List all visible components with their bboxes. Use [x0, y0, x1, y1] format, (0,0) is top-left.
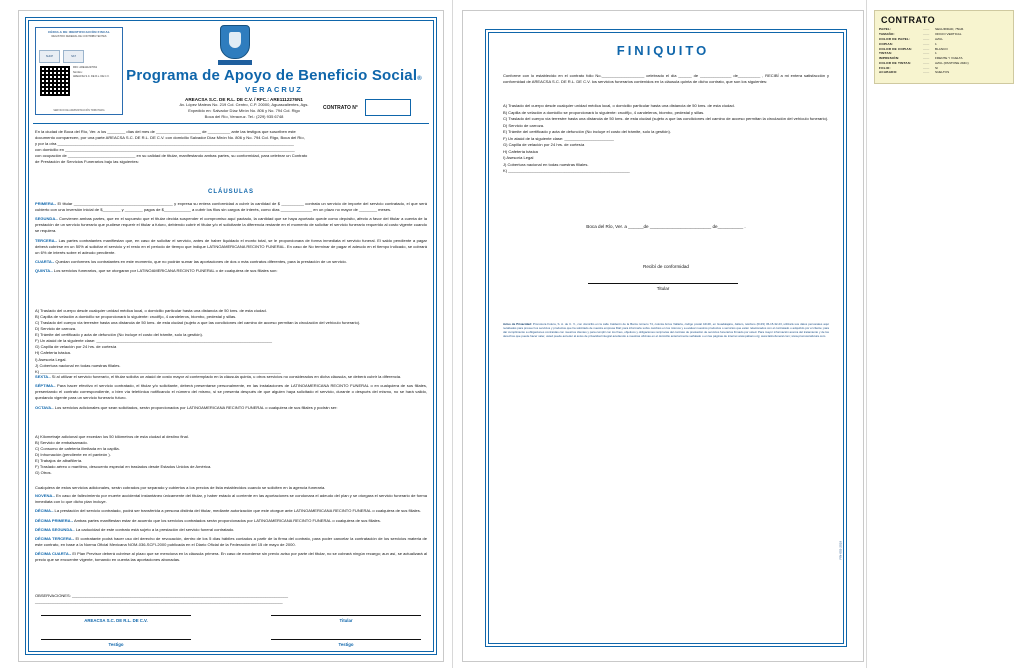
clause [35, 527, 427, 533]
program-title-block [123, 67, 425, 94]
company-name: AREACSA S.C. DE R.L. DE C.V. / RFC.: ARE1112276N1 [185, 97, 303, 102]
finiquito-item: H) Cafetería básica [503, 148, 538, 154]
clause-heading: DÉCIMA TERCERA.- [35, 536, 75, 542]
spec-sep: —— [923, 32, 930, 37]
intro-line-4: con domicilio en ______________________________________________________________________________________________________ [35, 147, 295, 153]
signature-line [41, 639, 191, 640]
contract-number-field[interactable] [323, 99, 415, 117]
signature-row-1 [41, 615, 421, 623]
additional-service-item: C) Consumo de cafetería ilimitada en la capilla. [35, 446, 120, 452]
additional-service-item: D) Inhumación (pendiente en el panteón ). [35, 452, 111, 458]
signature-line [588, 283, 738, 284]
clause-heading: QUINTA.- [35, 268, 53, 274]
shcp-logo: SHCP [39, 50, 60, 63]
service-item: E) Trámite del certificado y acta de defunción (No incluye el costo del trámite, solo la gestión). [35, 332, 204, 338]
contract-header [33, 25, 429, 117]
octava-note: Cualquiera de estos servicios adicionales, serán cobrados por separado y cubiertos a los precios de lista establecidos cuando se soliciten en la agencia funeraria. [35, 485, 326, 490]
finiquito-item: I) Asesoría Legal [503, 155, 534, 161]
additional-service-item: G) Otros. [35, 470, 52, 476]
contract-intro [35, 129, 427, 165]
signature-row-2 [41, 639, 421, 647]
spec-sep: —— [923, 36, 930, 41]
spec-sep: —— [923, 27, 930, 32]
spec-value: BLANCO [935, 46, 948, 51]
clause-text: El contratante podrá hacer uso del derecho de revocación, dentro de los 5 días hábiles contados a partir de la firma del contrato, para poder cancelar la contratación de los servicios materia de este contrato, en base a la Norma Oficial Mexicana NOM-036-SCFI-2000 publicada en el Diario Oficial de la Federación del 15 de mayo de 2000. [35, 536, 427, 548]
clause [35, 259, 427, 265]
clause-text: Ambas partes manifiestan estar de acuerdo que los servicios contratados serán proporcionados por LATINOAMERICANA RECINTO FUNERAL o cualquiera de sus filiales. [73, 517, 381, 523]
clause [35, 536, 427, 548]
observaciones-line-2[interactable]: ______________________________________________________________________________________________________________ [35, 599, 283, 605]
service-item: D) Servicio de carroza. [35, 326, 77, 332]
clause-heading: DÉCIMA SEGUNDA.- [35, 526, 75, 532]
finiquito-signature[interactable] [463, 283, 863, 291]
clause-text: Los servicios funerarios, que se otorgaran por LATINOAMERICANA RECINTO FUNERAL o de cualquiera de sus filiales son: [52, 268, 278, 274]
additional-service-item: F) Traslado aéreo o marítimo, descuento especial en traslados desde Estados Unidos de América. [35, 464, 212, 470]
clause [35, 518, 427, 524]
spec-value: OFICIO VERTICAL [935, 32, 962, 37]
spec-sep: —— [923, 65, 930, 70]
clause [35, 551, 427, 563]
clause-heading: CUARTA.- [35, 259, 55, 265]
finiquito-item: J) Cobertura nacional en todas nuestras filiales. [503, 161, 589, 167]
intro-line-5: con ocupación de ______________________________ en su calidad de titular, manifestando ambas partes, su conformidad, para celebrar un Contrato [35, 153, 308, 159]
intro-line-1: En la ciudad de Boca del Río, Ver. a los ________ días del mes de ____________________ de __________ ante las testigos que suscriben este [35, 129, 296, 134]
clause [35, 201, 427, 213]
fiscal-id-subtitle: REGISTRO FEDERAL DE CONTRIBUYENTES [51, 35, 107, 38]
clause [35, 508, 427, 514]
intro-line-3: y por la otra _________________________________________________________________________________________________________ [35, 141, 294, 147]
spec-key: ACABADO: [879, 70, 898, 75]
clause [35, 383, 427, 401]
clause [35, 216, 427, 234]
contract-number-label: CONTRATO N° [323, 104, 358, 111]
clause-heading: DÉCIMA PRIMERA.- [35, 517, 74, 523]
signature-label: Titular [339, 618, 353, 623]
state-name: VERACRUZ [245, 85, 303, 94]
sat-logo: SAT [63, 50, 84, 63]
finiquito-title: FINIQUITO [616, 43, 710, 58]
clause-text: Las partes contratantes manifiestan que, en caso de solicitar el servicio, antes de haber liquidado el monto total, se le proporcionara de forma inmediata el servicio funeral. El saldo pendiente a pagar deberá cubrirse en un 50% al solicitar el servicio y el resto en el periodo de tiempo que indique LATINOAMERICANA RECINTO FUNERAL. En caso de No terminar de pagar el adeudo en el tiempo indicado, se cobrará un 6% de interés sobre el adeudo pendiente. [35, 237, 427, 255]
finiquito-item: E) Trámite del certificado y acta de defunción (No incluye el costo del trámite, solo la gestión). [503, 129, 672, 135]
spec-key: COLOR DE TINTAS: [879, 60, 912, 65]
clause-text: La prestación del servicio contratado, podrá ser transferida a persona distinta del titular, mediante autorización que este otorgue ante LATINOAMERICANA RECINTO FUNERAL o cualquiera de sus filiales. [53, 508, 421, 514]
spec-panel-title: CONTRATO [881, 15, 936, 25]
rfc-label: RFC: [73, 66, 79, 69]
signature-label: Testigo [108, 642, 124, 647]
clausulas-heading: CLÁUSULAS [208, 189, 254, 195]
company-address-3: Boca del Río, Veracruz. Tel.: (229) 935 6748 [204, 113, 284, 119]
spec-key: TINTAS: [879, 51, 893, 56]
contract-number-input[interactable] [365, 99, 411, 116]
service-item: A) Traslado del cuerpo desde cualquier unidad médica local, o domicilio particular hasta una distancia de 50 kms. de esta ciudad. [35, 308, 267, 313]
spec-value: 1 [935, 41, 937, 46]
header-divider [33, 123, 429, 124]
fiscal-id-card [35, 27, 123, 115]
finiquito-place-date[interactable]: Boca del Río, Ver. a ______de ________________________ de__________ . [586, 224, 746, 229]
spec-key: COLOR DE PAPEL: [879, 36, 911, 41]
finiquito-paragraph: Conforme con lo establecido en el contrato folio No.___________________ celebrado el día ______ de ______________ de__________ , RECIBÍ a mi entera satisfacción y conformidad de AREACSA S.C. DE R.L. DE C.V. los servicios funerarios contenidos en la cláusula quinta de dicho contrato, que son los siguientes: [503, 73, 829, 85]
spec-key: COLOR DE COPIAS: [879, 46, 913, 51]
finiquito-item: D) Servicio de carroza. [503, 122, 545, 128]
finiquito-items-list [503, 103, 829, 175]
clause-text: Quedan conformes los contratantes en este momento, que no podrán sumar las aportaciones de dos o más contratos diferentes, para la prestación de un servicio. [54, 259, 347, 265]
signature-witness-2[interactable] [271, 639, 421, 647]
service-item: I) Asesoría Legal. [35, 356, 67, 362]
page-gutter-right [866, 0, 867, 668]
sat-footer: SERVICIO DE ADMINISTRACIÓN TRIBUTARIA [53, 109, 105, 112]
privacy-notice-text: Promotora Futura, S. A. de C. V., con domicilio en la calle Calderón de la Barca número 74, colonia Arcos Vallarta, código postal 44130, en Guadalajara, Jalisco, teléfono (0133) 36-15-32-23, utilizará sus datos personales aquí recabados para proveer los servicios y productos que ha solicitado de nuestra empresa filial; para informarle sobre cambios en los mismos y a evaluar nuestros productos o servicios que estén relacionados con el contratado o adquirido por el cliente; para dar cumplimiento a obligaciones contraídas con nuestros clientes y para cumplir con los fines, objetivos y obligaciones recíprocas del contrato de prestación de servicios funerarios firmado por usted. Para mayor información acerca del tratamiento y de los derechos que puede hacer valer, usted puede acceder al aviso de privacidad integral acudiendo a nuestras oficinas en el domicilio anteriormente señalado o en las páginas de internet www.pabanv.org; www.latinofuneral.com; www.promotorafutura.com. [503, 322, 829, 338]
clause-text: El Plan Previsor deberá cubrirse al plazo que se menciona en la cláusula primera. En caso de excederse sin previo aviso por parte del titular, no se cobrará ningún recargo; aun así, se actualizará al precio que se encuentre vigente, tomando en cuenta las aportaciones abonadas. [35, 551, 427, 563]
intro-line-2: documento comparecen, por una parte AREACSA S.C. DE R.L. DE C.V. con domicilio Salvador Díaz Mirón No. 806 y No. 794 Col. Rigo, Boca del Río, [35, 135, 305, 141]
clause-heading: NOVENA.- [35, 493, 55, 498]
service-item: J) Cobertura nacional en todas nuestras filiales. [35, 362, 121, 368]
spec-sep: —— [923, 51, 930, 56]
finiquito-item: G) Capilla de velación por 24 hrs. de cortesía [503, 142, 585, 148]
service-item: B) Capilla de velación a domicilio se proporcionará lo siguiente: crucifijo, 4 candeleros, biombo, pedestal y sillas. [35, 314, 237, 320]
quinta-items-list [35, 308, 427, 375]
company-address-2: Expedido en: Salvador Díaz Mirón No. 806 y No. 794 Col. Rigo [188, 107, 300, 113]
clause [35, 268, 427, 274]
page-title: Programa de Apoyo de Beneficio Social® [126, 67, 422, 84]
spec-value: AZUL (PANTONE 294C) [935, 60, 969, 65]
spec-sep: —— [923, 41, 930, 46]
fiscal-id-details [73, 66, 119, 78]
clause-heading: SÉPTIMA.- [35, 383, 56, 389]
clauses-section-2 [35, 374, 427, 414]
spec-key: IMPRESIÓN: [879, 56, 900, 61]
signature-witness-1[interactable] [41, 639, 191, 647]
spec-row [879, 70, 1009, 75]
clause-heading: SEXTA.- [35, 374, 51, 379]
clause-text: Para hacer efectivo el servicio contratado, el titular y/o solicitante, deberá presentarse personalmente, en las instalaciones de LATINOAMERICANA RECINTO FUNERAL o en cualquiera de sus filiales, presentando el contrato correspondiente, o bien vía telefónica notificando el número del mismo, si se presenta después de que alguien haya solicitado el servicio, durante o después del mismo, no se hará valido, quedando vigente para un servicio funerario futuro. [35, 383, 427, 401]
spec-value: SEGURIDAD, 75GR. [935, 27, 965, 32]
rfc-value: ARE1112276N1 [79, 66, 98, 69]
spec-sep: —— [923, 60, 930, 65]
additional-service-item: B) Servicio de embalsamado. [35, 440, 88, 446]
clause [35, 374, 427, 380]
clause-heading: DÉCIMA CUARTA.- [35, 551, 72, 557]
company-address-1: Av. López Mateos No. 219 Col. Centro, C.P. 20000, Aguascalientes, Ags. [179, 102, 309, 107]
clause-heading: TERCERA.- [35, 237, 58, 243]
spec-value: SUELTOS [935, 70, 950, 75]
signature-line [41, 615, 191, 616]
clauses-section-1 [35, 201, 427, 278]
spec-key: PAPEL: [879, 27, 892, 32]
service-item: F) Un ataúd de la siguiente clase: ______________________________________________________________________________ [35, 338, 272, 344]
contract-document [18, 10, 444, 662]
signature-label: Testigo [338, 642, 354, 647]
spec-panel [874, 10, 1014, 84]
finiquito-recibi-label: Recibí de conformidad [643, 264, 689, 269]
service-item: K) ___________________________________________________________________________________________________________ [35, 368, 281, 374]
clause [35, 405, 427, 411]
fiscal-id-title: CÉDULA DE IDENTIFICACIÓN FISCAL [47, 30, 111, 34]
spec-value: AZUL [935, 36, 943, 41]
octava-items-list [35, 434, 427, 476]
spec-value: SI [935, 65, 938, 70]
razon-social-value: AREACSA S.C. DE R.L. DE C.V. [73, 74, 110, 78]
finiquito-item: A) Traslado del cuerpo desde cualquier unidad médica local, o domicilio particular hasta una distancia de 50 kms. de esta ciudad. [503, 103, 735, 108]
observaciones [35, 593, 427, 605]
crest-icon [218, 25, 252, 65]
clause-heading: DÉCIMA.- [35, 508, 54, 514]
finiquito-item: B) Capilla de velación a domicilio se proporcionará lo siguiente: crucifijo, 4 candeleros, biombo, pedestal y sillas. [503, 109, 705, 115]
clauses-section-3 [35, 493, 427, 567]
spec-key: FOLIO: [879, 65, 891, 70]
clause [35, 238, 427, 256]
signature-label: Titular [656, 286, 670, 291]
additional-service-item: E) Trabajos de albañilería. [35, 458, 83, 464]
intro-line-6: de Prestación de Servicios Funerarios bajo las siguientes: [35, 159, 139, 165]
service-item: C) Traslado del cuerpo vía terrestre hasta una distancia de 50 kms. de esta ciudad (sujeto a que las condiciones del camino de acceso permitan la circulación del vehículo funerario). [35, 320, 361, 326]
qr-code-icon [40, 66, 70, 96]
clause-text: Convienen ambas partes, que en el supuesto que el titular decida suspender el compromiso aquí pactado, la cantidad que se haya aportado quede como depósito, afecto a favor del titular a cuenta de la prestación de un servicio funerario que pudiese requerir el titular a futuro, debiendo cubrir el titular y/o el solicitante la diferencia restante en el momento de solicitar el servicio funerario requerido al costo vigente cuando se requiera. [35, 216, 427, 234]
spec-table [879, 27, 1009, 75]
finiquito-document [462, 10, 864, 662]
shield-icon [220, 25, 250, 59]
finiquito-item: C) Traslado del cuerpo vía terrestre hasta una distancia de 50 kms. de esta ciudad (sujeto a que las condiciones del camino de acceso permitan la circulación del vehículo funerario). [503, 116, 829, 122]
privacy-notice [503, 323, 829, 339]
spec-value: 1 [935, 51, 937, 56]
clause-heading: SEGUNDA.- [35, 216, 58, 222]
registered-mark: ® [417, 76, 422, 82]
service-item: G) Capilla de velación por 24 hrs. de cortesía [35, 344, 117, 350]
clause-text: En caso de fallecimiento por muerte accidental instantáneo únicamente del titular, y haber estado al corriente en las aportaciones se condonara el adeudo del plan y se otorgara el servicio funerario de forma inmediata con lo que dicho plan incluye. [35, 493, 427, 505]
clause [35, 493, 427, 505]
fiscal-id-logos [39, 50, 84, 63]
form-code: FIN-002-2019 [839, 541, 843, 560]
clause-text: Si al utilizar el servicio funerario, el titular solicita un ataúd de costo mayor al contemplado en la cláusula quinta, u otros servicios no considerados en dicha cláusula, se deberá cubrir la diferencia. [50, 374, 402, 379]
spec-sep: —— [923, 56, 930, 61]
privacy-notice-title: Aviso de Privacidad: [503, 322, 532, 326]
razon-social-label: Nombre: [73, 71, 83, 75]
clause-text: La caducidad de este contrato está sujeto a la prestación del servicio funeral contratado. [74, 526, 235, 532]
spec-key: TAMAÑO: [879, 32, 895, 37]
service-item: H) Cafetería básica. [35, 350, 71, 356]
signature-titular[interactable] [271, 615, 421, 623]
page-gutter-left [452, 0, 453, 668]
spec-key: COPIAS: [879, 41, 894, 46]
clause-heading: OCTAVA.- [35, 404, 54, 410]
finiquito-item: F) Un ataúd de la siguiente clase: ______________________ [503, 135, 614, 141]
signature-company[interactable] [41, 615, 191, 623]
signature-line [271, 615, 421, 616]
clause-text: El titular ____________________________________________ y expresa su entera conformidad a cubrir la cantidad de $ __________ contrata un servicio de importe del servicio contratado, el que será cubierto con una inversión inicial de $________ y ________ pagos de $____________ a cubrir los flios sin cargos de interés, como días ______________ en un plazo no mayor de ________ meses. [35, 201, 427, 213]
observaciones-line-1[interactable]: OBSERVACIONES: ________________________________________________________________________________________________ [35, 593, 289, 598]
signature-label: AREACSA S.C. DE R.L. DE C.V. [84, 618, 148, 623]
additional-service-item: A) Kilometraje adicional que excedan los 50 kilómetros de esta ciudad al destino final. [35, 434, 189, 439]
spec-value: FRENTE Y VUELTA [935, 56, 963, 61]
finiquito-item: K) ______________________________________________________ [503, 168, 630, 174]
signature-line [271, 639, 421, 640]
spec-sep: —— [923, 70, 930, 75]
spec-sep: —— [923, 46, 930, 51]
clause-text: Los servicios adicionales que sean solicitados, serán proporcionados por LATINOAMERICANA RECINTO FUNERAL o cualquiera de sus filiales y podrán ser: [53, 404, 338, 410]
clause-heading: PRIMERA.- [35, 201, 57, 206]
ribbon-icon [218, 60, 252, 65]
